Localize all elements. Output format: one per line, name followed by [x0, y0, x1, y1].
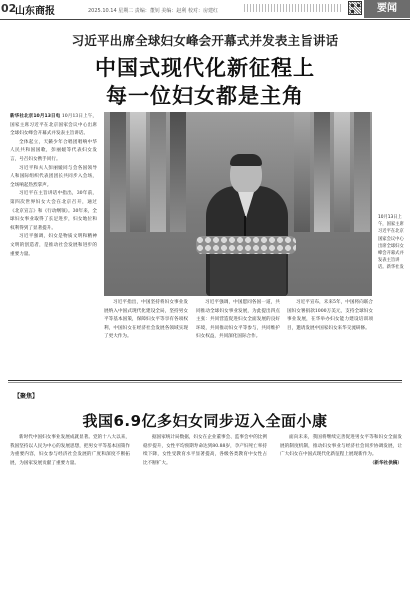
sidebar-paragraph: 据国家统计局数据，妇女在企业董事会、监事会中的比例稳步提升，女性平均预期寿命达到80.88岁，孕产妇死亡率持续下降，女性受教育水平显著提高，各级各类教育中女性占比不断扩大。: [143, 435, 267, 466]
lead-paragraph: 习近平和夫人彭丽媛同与会各国领导人和国际组织代表团团长共同步入会场，全场响起热烈掌声。: [10, 165, 97, 188]
section-tag: 要闻: [364, 0, 410, 18]
body-column: [196, 299, 280, 377]
page-header: [0, 0, 410, 20]
lead-paragraph: 全体起立，天籁少年合唱团唱响中华人民共和国国歌，彭丽媛等代表妇女发言，号召妇女携手同行。: [10, 139, 97, 162]
issue-meta: 2025.10.14 星期二 责编：董钊 美编：赵利 校对：房建红: [88, 8, 218, 14]
flag: [170, 112, 186, 232]
speaker-hair: [230, 154, 262, 166]
barcode-strip: [244, 4, 342, 12]
body-paragraph: 习近平宣布，未来5年，中国将向联合国妇女署捐款1000万美元，支持全球妇女事业发展，在华举办妇女能力建设培训项目，邀请发展中国家妇女来华交流研修。: [287, 300, 373, 331]
flower-arrangement: [196, 236, 296, 254]
kicker-headline: 习近平出席全球妇女峰会开幕式并发表主旨讲话: [71, 33, 339, 48]
sidebar-paragraph: 新时代中国妇女事业发展成就显著。党的十八大以来，我国坚持以人民为中心的发展思想，把男女平等基本国策作为重要内容，妇女参与经济社会发展的广度和深度不断拓展，为国家发展贡献了重要力量。: [10, 435, 130, 466]
flag: [334, 112, 350, 232]
main-headline-line2: 每一位妇女都是主角: [106, 84, 304, 108]
section-divider: [8, 382, 402, 383]
dateline: 新华社北京10月13日电: [10, 114, 61, 119]
lead-paragraph: 习近平在主旨讲话中指出，30年前，第四次世界妇女大会在北京召开，通过《北京宣言》和《行动纲领》。30年来，全球妇女事业取得了长足进步，妇女地位和权利得到了显著提升。: [10, 191, 97, 231]
flag: [314, 112, 330, 232]
main-headline-line1: 中国式现代化新征程上: [95, 56, 315, 80]
newspaper-logo: 山东商报: [15, 6, 55, 17]
header-rule: [0, 19, 410, 20]
flag: [150, 112, 166, 232]
byline-signature: （新华社供稿）: [369, 460, 402, 466]
body-paragraph: 习近平指出，中国坚持将妇女事业发展纳入中国式现代化建设全局，坚持男女平等基本国策，保障妇女平等享有各项权利，中国妇女在经济社会发展各领域实现了更大作为。: [104, 300, 188, 340]
lead-article: [10, 113, 97, 373]
qr-code-icon: [348, 1, 362, 15]
flag: [130, 112, 146, 232]
sidebar-paragraph: 面向未来，我国将继续完善促进男女平等和妇女全面发展的制度机制，推动妇女事业与经济社会同步协调发展，让广大妇女在中国式现代化新征程上展现新作为。: [280, 435, 402, 458]
flag: [110, 112, 126, 232]
photo-caption: 10月13日上午，国家主席习近平在北京国家会议中心出席全球妇女峰会开幕式并发表主旨讲话。新华社发: [378, 215, 404, 271]
flag: [354, 112, 370, 232]
page-number: 02: [1, 2, 17, 15]
body-paragraph: 习近平强调，中国愿同各国一道，共同推动全球妇女事业发展，为此提出四点主张：共同营造促进妇女全面发展的良好环境，共同推动妇女平等参与，共同维护妇女权益，共同深化国际合作。: [196, 300, 280, 340]
section-divider: [8, 380, 402, 381]
sidebar-column: [10, 434, 130, 599]
flag: [294, 112, 310, 232]
news-photo: [104, 112, 372, 296]
lead-paragraph: 10月13日上午，国家主席习近平在北京国家会议中心出席全球妇女峰会开幕式并发表主旨讲话。: [10, 114, 97, 137]
sidebar-tag: 【聚焦】: [14, 393, 39, 400]
body-column: [104, 299, 188, 377]
body-column: [287, 299, 373, 377]
lead-paragraph: 习近平强调，妇女是物质文明和精神文明的创造者，是推动社会发展和进步的重要力量。: [10, 234, 97, 257]
sidebar-column: [143, 434, 267, 599]
sidebar-column: [280, 434, 402, 599]
sidebar-headline: 我国6.9亿多妇女同步迈入全面小康: [82, 412, 328, 430]
